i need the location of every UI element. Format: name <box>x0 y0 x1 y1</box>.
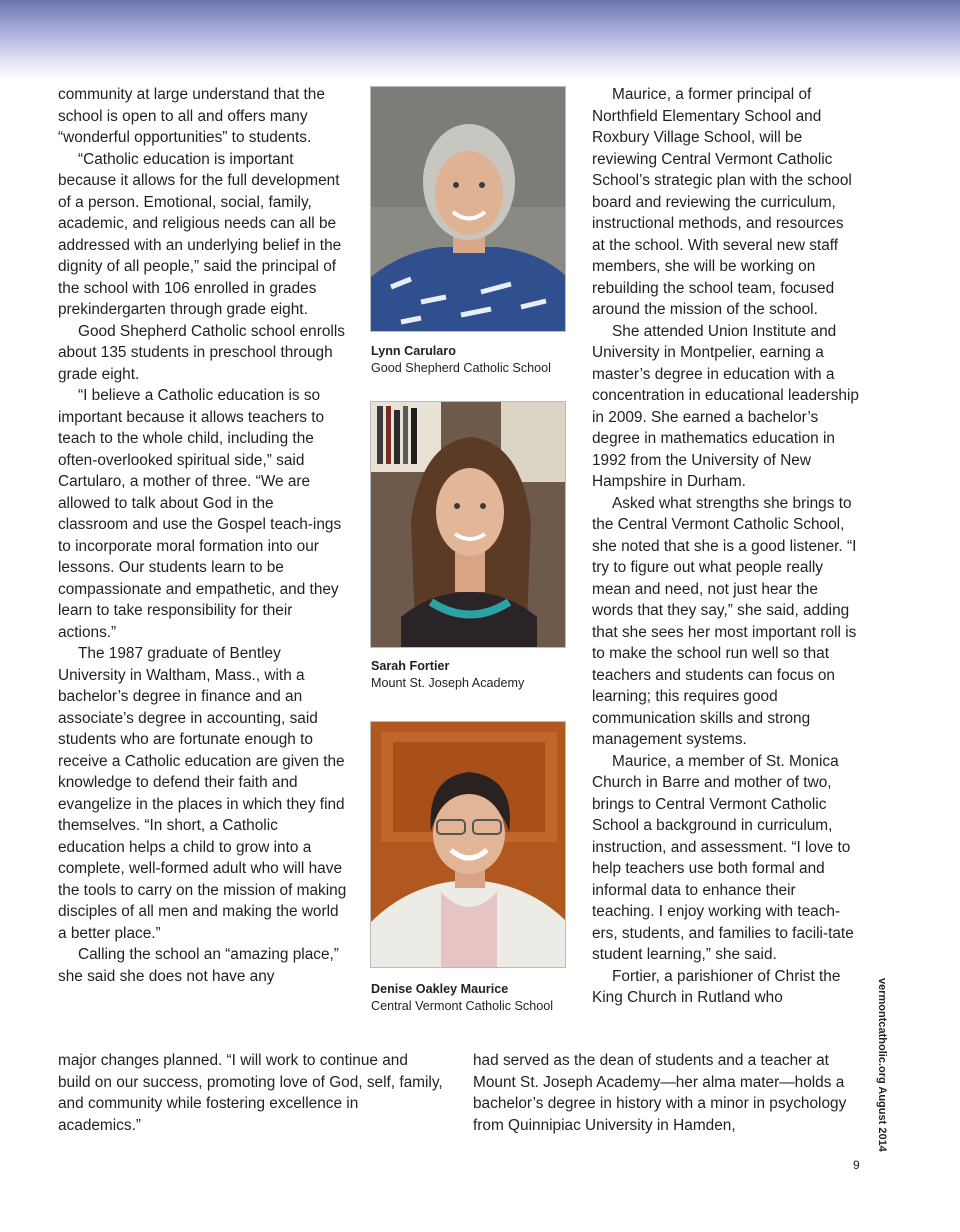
paragraph: Asked what strengths she brings to the Central Vermont Catholic School, she noted that she is a good listener. “I try to figure out what people really mean and need, not just hear the words that they say,” she said, adding that she sees her most important roll is to make the school run well so that teachers and students can focus on learning; this requires good communication skills and strong management systems. <box>592 494 857 748</box>
portrait-photo-denise-oakley-maurice <box>370 721 566 968</box>
header-banner <box>0 0 960 80</box>
paragraph: The 1987 graduate of Bentley University in Waltham, Mass., with a bachelor’s degree in finance and an associate’s degree in accounting, said students who are fortunate enough to receive a Catholic education are given the knowledge to defend their faith and evangelize in the places in which they find themselves. “In short, a Catholic education helps a child to grow into a complete, well-formed adult who will have the tools to carry on the mission of making disciples of all men and making the world a better place.” <box>58 645 347 942</box>
paragraph: Maurice, a member of St. Monica Church in Barre and mother of two, brings to Central Vermont Catholic School a background in curriculum, instruction, and assessment. “I love to help teachers use both formal and informal data to enhance their teaching. I enjoy working with teach-ers, students, and families to facili-tate student learning,” she said. <box>592 752 854 963</box>
paragraph: Maurice, a former principal of Northfield Elementary School and Roxbury Village School, will be reviewing Central Vermont Catholic School’s strategic plan with the school board and reviewing the curriculum, instructional methods, and resources at the school. With several new staff members, she will be working on rebuilding the school team, focused around the mission of the school. <box>592 86 852 318</box>
paragraph: major changes planned. “I will work to continue and build on our success, promoting love of God, self, family, and community while fostering excellence in academics.” <box>58 1052 443 1134</box>
paragraph: had served as the dean of students and a teacher at Mount St. Joseph Academy—her alma mater—holds a bachelor’s degree in history with a minor in psychology from Quinnipiac University in Hamden, <box>473 1052 847 1134</box>
side-footer-text: vermontcatholic.org August 2014 <box>876 978 888 1152</box>
photo-caption <box>371 981 576 1014</box>
article-column-left <box>58 84 348 987</box>
paragraph: “I believe a Catholic education is so important because it allows teachers to teach to the whole child, including the often-overlooked spiritual side,” said Cartularo, a mother of three. “We are allowed to talk about God in the classroom and use the Gospel teach-ings to incorporate moral formation into our lessons. Our students learn to be compassionate and empathetic, and they learn to take responsibility for their actions.” <box>58 387 342 641</box>
paragraph: Fortier, a parishioner of Christ the King Church in Rutland who <box>592 967 841 1006</box>
article-tail-left <box>58 1050 443 1136</box>
paragraph: community at large understand that the school is open to all and offers many “wonderful opportunities” to students. <box>58 86 325 146</box>
paragraph: “Catholic education is important because it allows for the full development of a person. Emotional, social, family, academic, and religious needs can all be addressed with an underlying belief in the dignity of all people,” said the principal of the school with 106 enrolled in grades prekindergarten through grade eight. <box>58 150 342 318</box>
portrait-photo-lynn-carularo <box>370 86 566 332</box>
photo-caption <box>371 658 571 691</box>
paragraph: Calling the school an “amazing place,” she said she does not have any <box>58 946 339 985</box>
caption-name: Denise Oakley Maurice <box>371 982 509 996</box>
paragraph: Good Shepherd Catholic school enrolls about 135 students in preschool through grade eight. <box>58 322 345 383</box>
caption-school: Good Shepherd Catholic School <box>371 360 551 375</box>
page-number: 9 <box>853 1158 860 1172</box>
photo-caption <box>371 343 571 376</box>
article-column-right <box>592 84 860 1009</box>
article-tail-right <box>473 1050 853 1136</box>
portrait-photo-sarah-fortier <box>370 401 566 648</box>
caption-name: Sarah Fortier <box>371 659 450 673</box>
paragraph: She attended Union Institute and University in Montpelier, earning a master’s degree in education with a concentration in educational leadership in 2009. She earned a bachelor’s degree in mathematics education in 1992 from the University of New Hampshire in Durham. <box>592 322 859 490</box>
caption-school: Mount St. Joseph Academy <box>371 675 525 690</box>
caption-school: Central Vermont Catholic School <box>371 998 554 1013</box>
caption-name: Lynn Carularo <box>371 344 456 358</box>
